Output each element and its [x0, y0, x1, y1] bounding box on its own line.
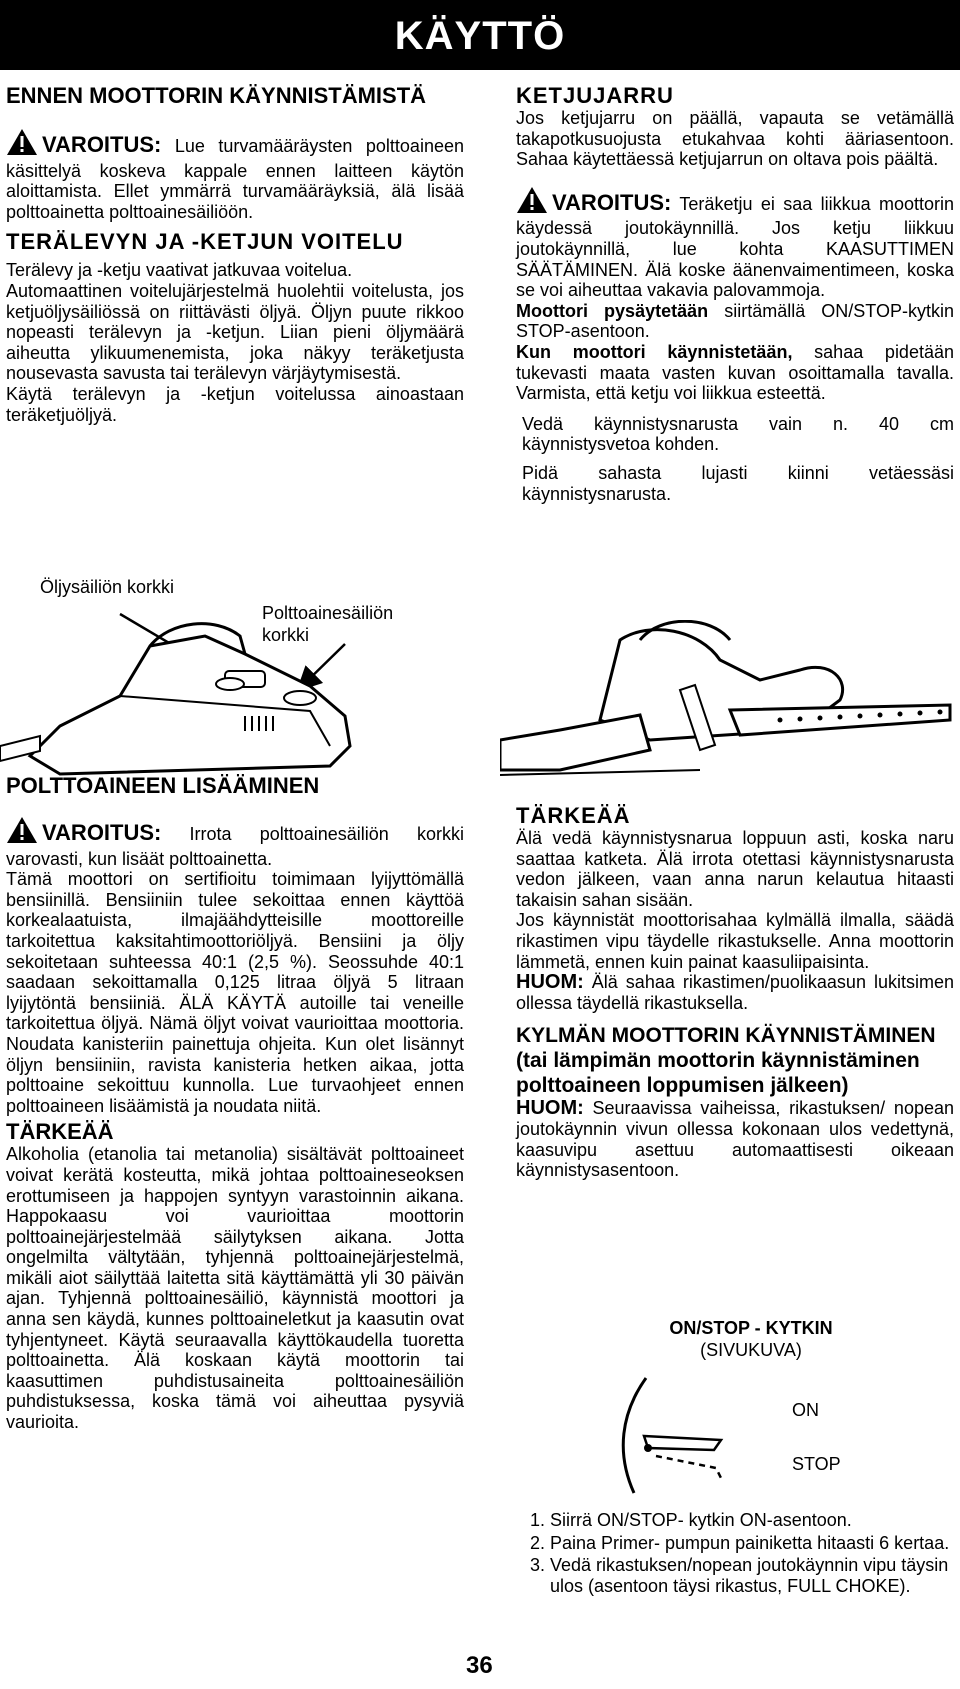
important-paragraph-1: Älä vedä käynnistysnarua loppuun asti, koska naru saattaa katketa. Älä irrota otettasi käynnistysnarusta vedon jälkeen, vaan anna narun kelautua hitaasti takaisin sahan sisään. [516, 828, 954, 910]
oil-cap-label: Öljysäiliön korkki [40, 577, 175, 597]
important-paragraph-2: Jos käynnistät moottorisahaa kylmällä ilmalla, säädä rikastimen vipu täydelle rikastukselle. Anna moottorin lämmetä, ennen kuin painat kaasuliipaisinta. [516, 910, 954, 972]
chain-brake-paragraph: Jos ketjujarru on päällä, vapauta se vetämällä takapotkusuojusta etukahvaa kohti ääriasentoon. Sahaa käytettäessä ketjujarrun on oltava pois päältä. [516, 108, 954, 170]
warning-text: Irrota polttoainesäiliön korkki varovasti, kun lisäät polttoainetta. [6, 824, 464, 869]
important-note [516, 972, 954, 1013]
start-engine-bold: Kun moottori käynnistetään, [516, 341, 793, 362]
switch-title: ON/STOP - KYTKIN [669, 1318, 833, 1338]
note-label: HUOM: [516, 971, 584, 994]
step-item: 3. Vedä rikastuksen/nopean joutokäynnin vipu täysin ulos (asentoon täysi rikastus, FULL CHOKE). [550, 1555, 954, 1596]
header-bar [0, 0, 960, 70]
stop-engine-text [516, 301, 954, 342]
on-stop-switch-figure [516, 1318, 954, 1518]
fuel-cap-label: Polttoainesäiliön korkki [262, 603, 394, 645]
note-label: HUOM: [516, 1097, 584, 1120]
warning-label: VAROITUS: [42, 820, 162, 845]
saw-caps-figure [0, 576, 470, 776]
important-paragraph-left: Alkoholia (etanolia tai metanolia) sisältävät polttoaineet voivat kerätä kosteutta, mikä johtaa polttoaineseoksen erottumiseen ja happojen syntyyn varastoinnin aikana. Happokaasu voi vaurioittaa moottorin polttoainejärjestelmää säilytyksen aikana. Jotta ongelmilta vältytään, tyhjennä polttoainejärjestelmä, mikäli aiot säilyttää laitetta sitä käyttämättä yli 30 päivän ajan. Tyhjennä polttoainesäiliö, käynnistä moottori ja anna sen käydä, kunnes polttoaineletkut ja kaasutin ovat tyhjentyneet. Käytä seuraavalla käyttökaudella tuoretta polttoainetta. Älä koskaan käytä moottorin tai kaasuttimen puhdistusaineita polttoainesäiliön puhdistuksessa, koska tämä voi aiheuttaa pysyviä vaurioita. [6, 1144, 464, 1433]
stop-engine-bold: Moottori pysäytetään [516, 300, 709, 321]
cold-start-note [516, 1098, 954, 1180]
important-heading-left: TÄRKEÄÄ [6, 1119, 114, 1145]
warning-triangle-icon [6, 128, 38, 161]
adding-fuel-paragraph: Tämä moottori on sertifioitu toimimaan lyijyttömällä bensiinillä. Bensiiniin tulee sekoittaa ennen käyttöä korkealaatuista, ilmajäähdytteisille moottoreille tarkoitettua kaksitahtimoottoriöljyä. Bensiini ja öljy sekoitetaan suhteessa 40:1 (2,5 %). Seossuhde 40:1 saadaan sekoittamalla 0,125 litraa öljyä 5 litraan lyijytöntä bensiiniä. ÄLÄ KÄYTÄ autoille tai veneille tarkoitettua öljyä. Nämä öljyt voivat vaurioittaa moottoria. Noudata kanisteriin painettuja ohjeita. Kun olet lisännyt öljyn bensiiniin, ravista kanisteria hetken aikaa, jotta polttoaine sekoittuu kunnolla. Lue turvaohjeet ennen polttoaineen lisäämistä ja noudata niitä. [6, 869, 464, 1116]
saw-start-drawing [500, 620, 952, 790]
lubrication-para-3: Käytä terälevyn ja -ketjun voitelussa ainoastaan teräketjuöljyä. [6, 383, 464, 425]
left-column-bottom [6, 774, 464, 1433]
lubrication-heading: TERÄLEVYN JA -KETJUN VOITELU [6, 229, 404, 255]
page-number: 36 [466, 1652, 493, 1679]
saw-body-drawing [0, 576, 470, 776]
cold-start-heading: KYLMÄN MOOTTORIN KÄYNNISTÄMINEN (tai lämpimän moottorin käynnistäminen polttoaineen loppumisen jälkeen) [516, 1024, 936, 1098]
switch-subtitle: (SIVUKUVA) [700, 1340, 802, 1360]
start-engine-text [516, 342, 954, 404]
important-heading-right: TÄRKEÄÄ [516, 803, 631, 828]
warning-label: VAROITUS: [552, 189, 672, 215]
right-column [516, 84, 954, 504]
lubrication-para-1: Terälevy ja -ketju vaativat jatkuvaa voitelua. [6, 260, 353, 281]
chain-brake-heading: KETJUJARRU [516, 83, 674, 108]
steps-section [516, 1510, 954, 1598]
start-engine-rest: sahaa pidetään tukevasti maata vasten kuvan osoittamalla tavalla. Varmista, että ketju voi liikkua esteettä. [516, 341, 954, 404]
step-item: 2. Paina Primer- pumpun painiketta hitaasti 6 kertaa. [550, 1533, 954, 1554]
adding-fuel-warning [6, 816, 464, 869]
before-start-warning [6, 128, 464, 222]
stop-label: STOP [792, 1454, 841, 1474]
note-text: Älä sahaa rikastimen/puolikaasun lukitsimen ollessa täydellä rikastuksella. [516, 972, 954, 1013]
warning-triangle-icon [6, 816, 38, 849]
before-start-heading: ENNEN MOOTTORIN KÄYNNISTÄMISTÄ [6, 83, 427, 108]
pull-note: Vedä käynnistysnarusta vain n. 40 cm käynnistysvetoa kohden. [522, 413, 954, 455]
page-title: KÄYTTÖ [394, 14, 566, 58]
lubrication-para-2: Automaattinen voitelujärjestelmä huolehtii voitelusta, jos ketjuöljysäiliössä on riittävästi öljyä. Öljyn puute rikkoo nopeasti terälevyn ja -ketjun. Liian pieni öljymäärä aiheutta ylikuumenemista, joka näkyy teräketjusta nousevasta savusta tai terälevyn värjäytymisestä. [6, 280, 464, 384]
steps-list [516, 1510, 954, 1596]
right-column-bottom [516, 804, 954, 1181]
chain-brake-warning [516, 186, 954, 301]
on-label: ON [792, 1400, 819, 1420]
note-text: Seuraavissa vaiheissa, rikastuksen/ nopean joutokäynnin vivun ollessa kokonaan ulos vedettynä, kaasuvipu asettuu automaattisesti oikeaan käynnistysasentoon. [516, 1098, 954, 1181]
warning-triangle-icon [516, 186, 548, 219]
warning-label: VAROITUS: [42, 132, 162, 157]
left-column [6, 84, 464, 425]
starting-illustration [500, 620, 952, 790]
warning-text: Lue turvamääräysten polttoaineen käsittelyä koskeva kappale ennen laitteen käytön aloittamista. Ellet ymmärrä turvamääräyksiä, älä lisää polttoainetta polttoainesäiliöön. [6, 136, 464, 222]
warning-text: Teräketju ei saa liikkua moottorin käydessä joutokäynnillä. Jos ketju liikkuu joutokäynnillä, lue kohta KAASUTTIMEN SÄÄTÄMINEN. Älä koske äänenvaimentimeen, koska se voi aiheuttaa vakavia palovammoja. [516, 193, 954, 301]
switch-drawing [516, 1318, 954, 1518]
hold-note: Pidä sahasta lujasti kiinni vetäessäsi käynnistysnarusta. [522, 462, 954, 504]
adding-fuel-heading: POLTTOAINEEN LISÄÄMINEN [6, 773, 320, 798]
step-item: 1. Siirrä ON/STOP- kytkin ON-asentoon. [550, 1510, 954, 1531]
stop-engine-rest: siirtämällä ON/STOP-kytkin STOP-asentoon. [516, 300, 954, 342]
